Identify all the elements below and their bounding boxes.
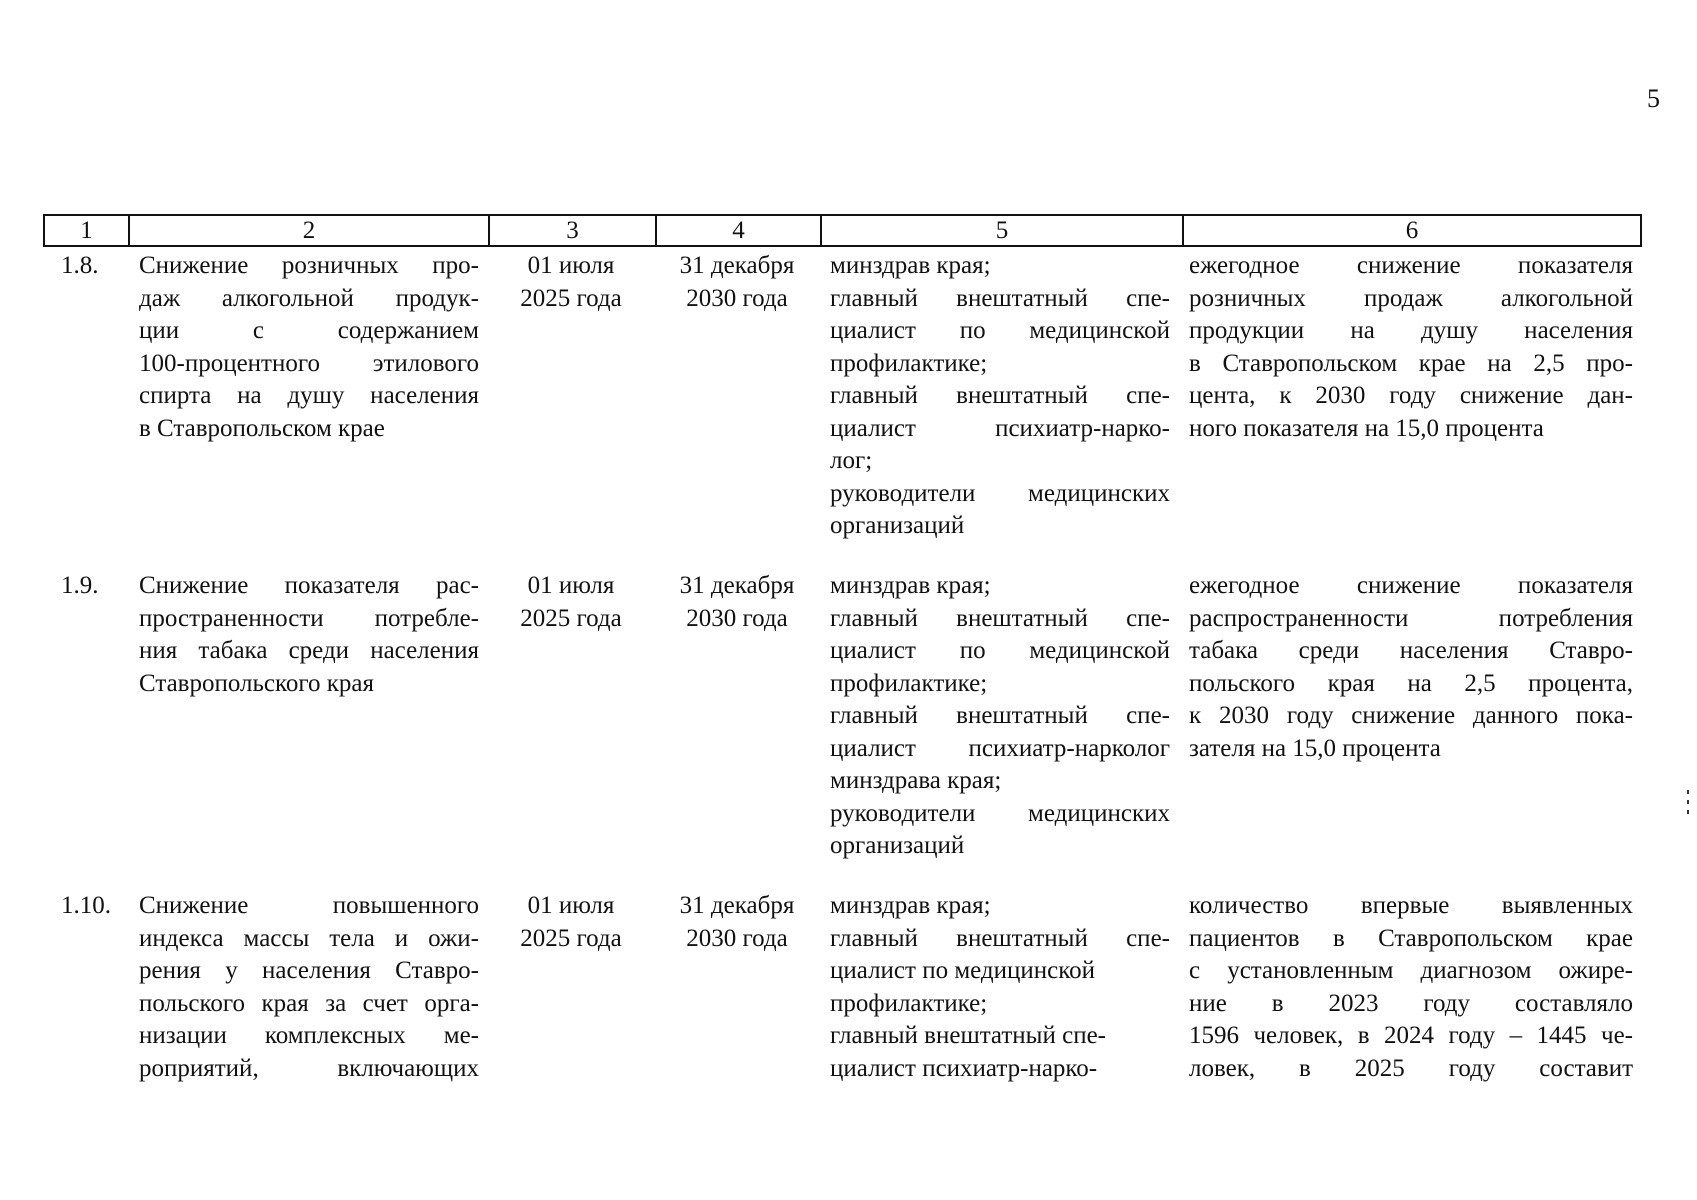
header-col-6: 6 — [1405, 216, 1419, 244]
table-header — [43, 214, 1642, 247]
scan-artifact — [1687, 790, 1689, 794]
responsible: минздрав края; главный внештатный спе- циалист по медицинской профилактике; главный внештатный спе- циалист психиатр-нарко- лог; руководители медицинских организаций — [830, 252, 1170, 539]
start-date: 01 июля 2025 года — [520, 252, 622, 312]
measure-name: Снижение розничных про- даж алкогольной продук- ции с содержанием 100-процентного этилового спирта на душу населения в Ставропольском крае — [139, 252, 479, 442]
expected-result: количество впервые выявленных пациентов в Ставропольском крае с установленным диагнозом ожире- ние в 2023 году составляло 1596 человек, в 2024 году – 1445 че- ловек, в 2025 году составит — [1189, 892, 1633, 1082]
expected-result: ежегодное снижение показателя розничных продаж алкогольной продукции на душу населения в Ставропольском крае на 2,5 про- цента, к 2030 году снижение дан- ного показателя на 15,0 процента — [1189, 252, 1633, 442]
header-col-3: 3 — [490, 216, 657, 245]
responsible: минздрав края; главный внештатный спе- циалист по медицинской профилактике; главный внештатный спе- циалист психиатр-нарколог минздрава края; руководители медицинских организаций — [830, 572, 1170, 859]
end-date: 31 декабря 2030 года — [679, 892, 795, 952]
header-col-5: 5 — [822, 216, 1184, 245]
header-col-2: 2 — [130, 216, 490, 245]
start-date: 01 июля 2025 года — [520, 892, 622, 952]
page-number: 5 — [1647, 84, 1660, 113]
responsible: минздрав края; главный внештатный спе- циалист по медицинской профилактике; главный внештатный спе- циалист психиатр-нарко- — [830, 892, 1170, 1082]
row-number: 1.9. — [61, 572, 99, 599]
scan-artifact — [1687, 810, 1689, 814]
header-col-1: 1 — [45, 216, 130, 245]
row-number: 1.10. — [61, 892, 111, 919]
measure-name: Снижение повышенного индекса массы тела и ожи- рения у населения Ставро- польского края за счет орга- низации комплексных ме- роприятий, включающих — [139, 892, 479, 1082]
end-date: 31 декабря 2030 года — [679, 252, 795, 312]
scan-artifact — [1687, 800, 1689, 804]
measure-name: Снижение показателя рас- пространенности потребле- ния табака среди населения Ставропольского края — [139, 572, 479, 697]
header-col-4: 4 — [657, 216, 822, 245]
row-number: 1.8. — [61, 252, 99, 279]
end-date: 31 декабря 2030 года — [679, 572, 795, 632]
start-date: 01 июля 2025 года — [520, 572, 622, 632]
expected-result: ежегодное снижение показателя распространенности потребления табака среди населения Ставро- польского края на 2,5 процента, к 2030 году снижение данного пока- зателя на 15,0 процента — [1189, 572, 1633, 762]
